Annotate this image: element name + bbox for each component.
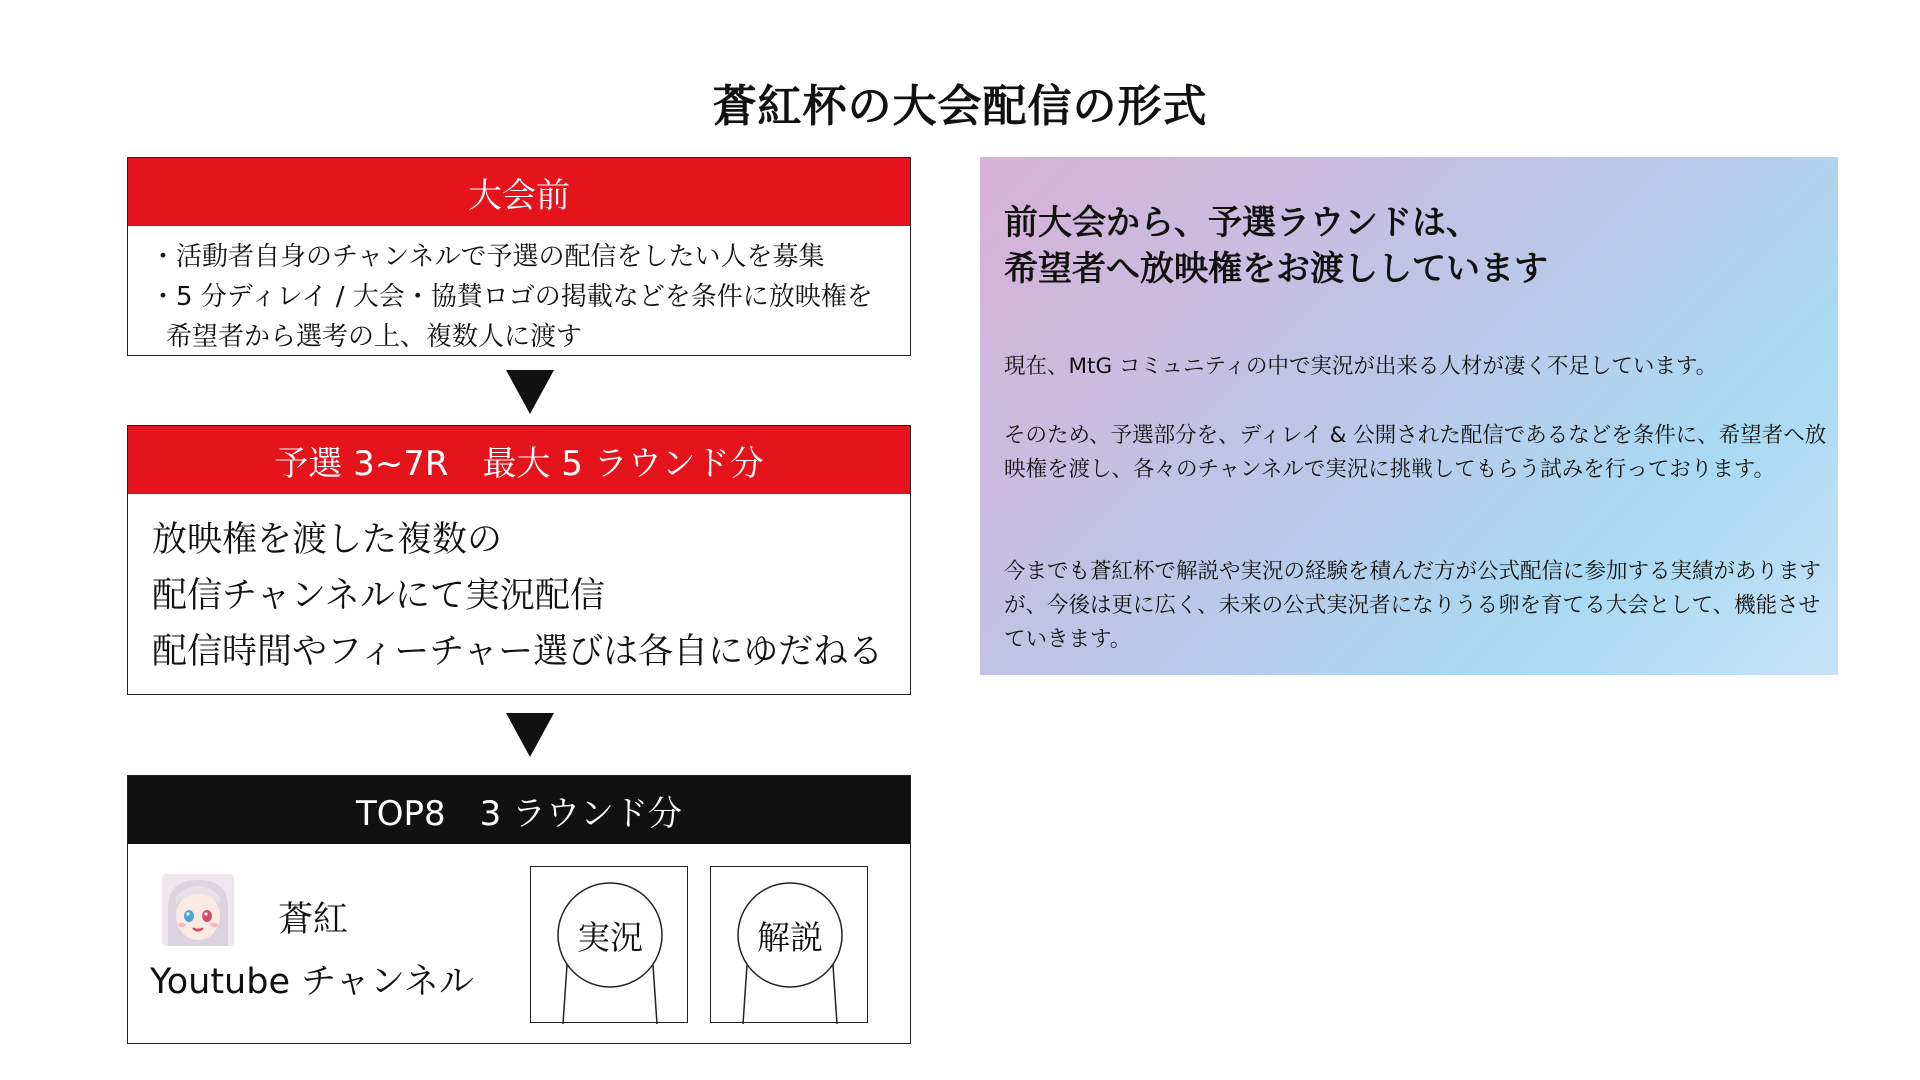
before-line-2: ・5 分ディレイ / 大会・協賛ロゴの掲載などを条件に放映権を (150, 282, 873, 312)
avatar-image (162, 874, 234, 946)
panel-paragraph-2: そのため、予選部分を、ディレイ & 公開された配信であるなどを条件に、希望者へ放映権を渡し、各々のチャンネルで実況に挑戦してもらう試みを行っております。 (1004, 423, 1827, 482)
panel-lead-line-1: 前大会から、予選ラウンドは、 (1004, 203, 1480, 243)
seat-commentary (710, 866, 868, 1023)
panel-lead-line-2: 希望者へ放映権をお渡ししています (1004, 249, 1548, 289)
top8-box (127, 775, 911, 1044)
panel-lead (1004, 200, 1548, 292)
down-arrow-icon (506, 713, 554, 757)
prelim-header: 予選 3~7R 最大 5 ラウンド分 (128, 426, 910, 494)
down-arrow-icon (506, 370, 554, 414)
before-line-3: 希望者から選考の上、複数人に渡す (166, 322, 583, 352)
channel-name: 蒼紅 (278, 900, 349, 940)
prelim-body (128, 494, 910, 680)
page-title: 蒼紅杯の大会配信の形式 (712, 81, 1208, 132)
before-tournament-body (128, 226, 910, 357)
panel-paragraph-3: 今までも蒼紅杯で解説や実況の経験を積んだ方が公式配信に参加する実績がありますが、今後は更に広く、未来の公式実況者になりうる卵を育てる大会として、機能させていきます。 (1004, 559, 1822, 652)
seat-play-by-play (530, 866, 688, 1023)
before-line-1: ・活動者自身のチャンネルで予選の配信をしたい人を募集 (150, 242, 825, 272)
info-panel (980, 157, 1838, 675)
prelim-box (127, 425, 911, 695)
before-tournament-header: 大会前 (128, 158, 910, 226)
before-tournament-box (127, 157, 911, 356)
prelim-line-3: 配信時間やフィーチャー選びは各自にゆだねる (152, 632, 884, 672)
seat-commentary-label: 解説 (757, 918, 823, 957)
seat-play-label: 実況 (577, 918, 643, 957)
prelim-line-2: 配信チャンネルにて実況配信 (152, 576, 605, 616)
top8-body (128, 844, 910, 1043)
prelim-line-1: 放映権を渡した複数の (152, 520, 503, 560)
channel-type: Youtube チャンネル (150, 962, 475, 1002)
panel-paragraph-1: 現在、MtG コミュニティの中で実況が出来る人材が凄く不足しています。 (1004, 354, 1718, 379)
top8-header: TOP8 3 ラウンド分 (128, 776, 910, 844)
